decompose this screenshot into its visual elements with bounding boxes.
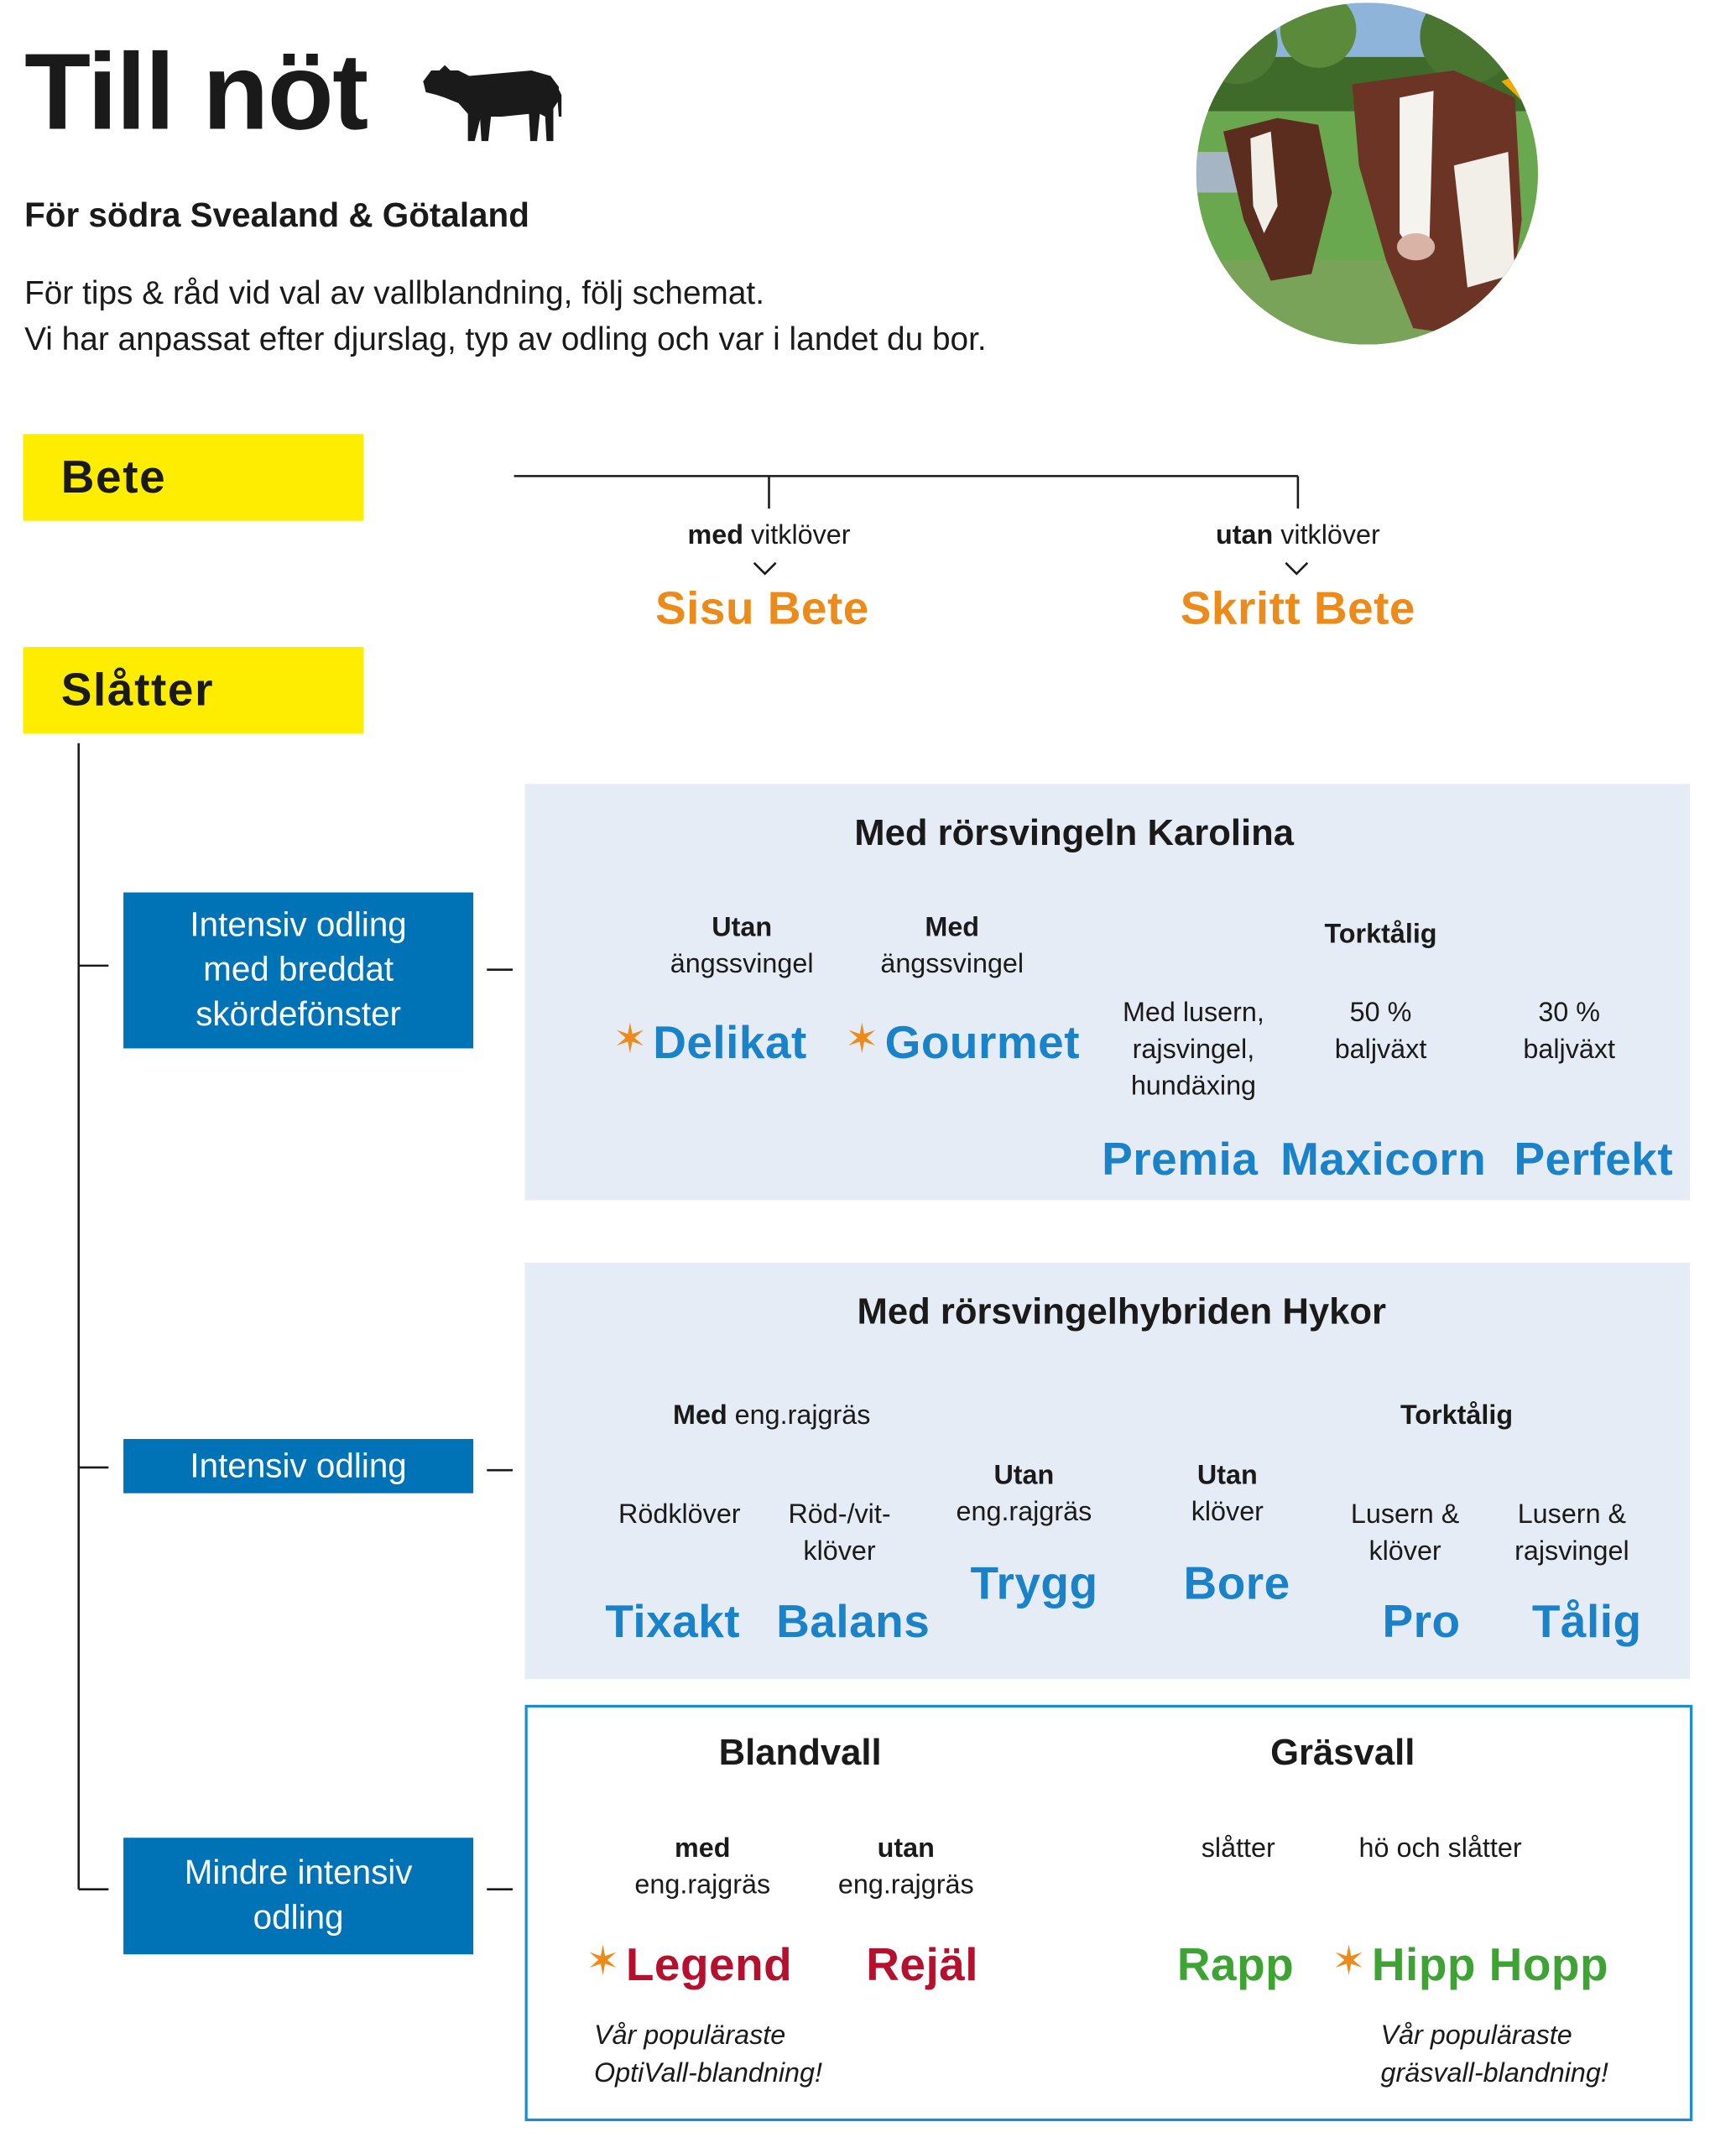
product-legend — [586, 1939, 816, 1991]
label-blandvall-utan-text: eng.rajgräs — [837, 1870, 974, 1900]
note-legend — [594, 2017, 822, 2093]
label-blandvall-med — [607, 1831, 797, 1904]
label-lusern-klover-line1: Lusern & — [1350, 1499, 1460, 1530]
label-lusern-rajsvingel — [1490, 1498, 1653, 1571]
label-lusern-klover-line2: klöver — [1368, 1536, 1441, 1567]
note-hipp-hopp — [1380, 2017, 1608, 2093]
product-hipp-hopp-name: Hipp Hopp — [1371, 1939, 1609, 1991]
label-rodklover — [592, 1498, 768, 1535]
label-karolina-torktalig — [1272, 917, 1489, 954]
label-utan-klover-text: klöver — [1191, 1497, 1264, 1528]
product-rejal: Rejäl — [866, 1939, 979, 1991]
product-delikat-name: Delikat — [653, 1017, 807, 1069]
star-icon: ✶ — [613, 1017, 648, 1062]
note-legend-line2: OptiVall-blandning! — [593, 2058, 822, 2089]
label-med-vitklover — [633, 518, 904, 555]
label-50-baljvaxt-line1: 50 % — [1349, 998, 1412, 1029]
product-tixakt: Tixakt — [605, 1596, 741, 1648]
category-intensiv-label: Intensiv odling — [190, 1446, 407, 1485]
product-balans: Balans — [776, 1596, 931, 1648]
label-hykor-torktalig-bold: Torktålig — [1400, 1400, 1514, 1431]
label-med-eng-rajgras — [636, 1399, 907, 1436]
label-50-baljvaxt-line2: baljväxt — [1334, 1035, 1427, 1065]
label-blandvall-utan — [811, 1831, 1001, 1904]
label-50-baljvaxt — [1300, 995, 1462, 1068]
note-legend-line1: Vår populäraste — [593, 2020, 786, 2051]
label-med-eng-rajgras-text: eng.rajgräs — [727, 1400, 871, 1431]
product-premia: Premia — [1102, 1134, 1259, 1186]
label-med-vitklover-text: vitklöver — [743, 520, 851, 551]
cow-silhouette-icon — [418, 55, 565, 149]
panel-karolina-title: Med rörsvingeln Karolina — [854, 812, 1295, 853]
product-trygg: Trygg — [970, 1558, 1098, 1610]
label-utan-angssvingel-bold: Utan — [712, 912, 773, 943]
label-med-angssvingel-bold: Med — [925, 912, 980, 943]
product-rapp: Rapp — [1176, 1939, 1295, 1991]
label-blandvall-med-text: eng.rajgräs — [634, 1870, 771, 1900]
product-pro: Pro — [1382, 1596, 1461, 1648]
label-utan-angssvingel-text: ängssvingel — [670, 949, 814, 980]
label-med-eng-rajgras-bold: Med — [673, 1400, 727, 1431]
label-lusern-rajsvingel-line2: rajsvingel — [1514, 1536, 1629, 1567]
product-gourmet-name: Gourmet — [884, 1017, 1081, 1069]
category-slatter: Slåtter — [23, 647, 363, 733]
product-bore: Bore — [1183, 1558, 1290, 1610]
label-hykor-torktalig — [1348, 1399, 1566, 1436]
product-perfekt: Perfekt — [1514, 1134, 1674, 1186]
page-title: Till nöt — [24, 31, 368, 153]
product-maxicorn: Maxicorn — [1280, 1134, 1487, 1186]
label-slatter: slåtter — [1201, 1833, 1275, 1864]
panel-hykor-title: Med rörsvingelhybriden Hykor — [857, 1290, 1387, 1332]
category-intensiv-breddat-label: Intensiv odling med breddat skördefönster — [190, 905, 407, 1034]
label-lusern-rajsvingel-line1: Lusern & — [1517, 1499, 1627, 1530]
label-med-angssvingel — [850, 910, 1053, 983]
label-med-vitklover-bold: med — [687, 520, 743, 551]
grasvall-title: Gräsvall — [1270, 1732, 1415, 1773]
note-hipp-hopp-line1: Vår populäraste — [1380, 2020, 1572, 2051]
label-utan-vitklover-text: vitklöver — [1273, 520, 1380, 551]
product-hipp-hopp — [1332, 1939, 1616, 1991]
product-skritt-bete: Skritt Bete — [1180, 583, 1415, 635]
label-rodklover-line1: Rödklöver — [618, 1499, 741, 1530]
label-utan-vitklover-bold: utan — [1216, 520, 1274, 551]
product-delikat — [613, 1017, 844, 1069]
product-legend-name: Legend — [625, 1939, 793, 1991]
category-intensiv-breddat — [123, 893, 473, 1049]
label-30-baljvaxt-line1: 30 % — [1538, 998, 1601, 1029]
label-30-baljvaxt — [1488, 995, 1650, 1068]
label-med-lusern-line2: rajsvingel, — [1132, 1035, 1255, 1065]
label-ho-och-slatter: hö och slåtter — [1358, 1833, 1522, 1864]
label-blandvall-med-bold: med — [675, 1833, 731, 1864]
intro-text — [24, 271, 987, 363]
label-med-lusern-line3: hundäxing — [1130, 1071, 1257, 1102]
star-icon: ✶ — [1332, 1939, 1367, 1984]
label-30-baljvaxt-line2: baljväxt — [1523, 1035, 1615, 1065]
note-hipp-hopp-line2: gräsvall-blandning! — [1380, 2058, 1608, 2089]
intro-line-1: För tips & råd vid val av vallblandning, följ schemat. — [24, 275, 764, 312]
label-utan-vitklover — [1162, 518, 1433, 555]
product-talig: Tålig — [1531, 1596, 1642, 1648]
blandvall-title: Blandvall — [718, 1732, 882, 1773]
label-karolina-torktalig-bold: Torktålig — [1324, 919, 1437, 950]
label-rod-vit-klover — [754, 1498, 925, 1571]
product-gourmet — [845, 1017, 1103, 1069]
category-bete: Bete — [23, 434, 363, 520]
category-mindre-intensiv — [123, 1838, 473, 1954]
product-sisu-bete: Sisu Bete — [654, 583, 869, 635]
label-utan-eng-rajgras-text: eng.rajgräs — [956, 1497, 1092, 1528]
label-rod-vit-klover-line1: Röd-/vit- — [788, 1499, 891, 1530]
star-icon: ✶ — [586, 1939, 621, 1984]
page-subtitle: För södra Svealand & Götaland — [24, 196, 529, 235]
label-med-angssvingel-text: ängssvingel — [880, 949, 1024, 980]
label-med-lusern-line1: Med lusern, — [1122, 998, 1264, 1029]
label-lusern-klover — [1322, 1498, 1488, 1571]
label-blandvall-utan-bold: utan — [877, 1833, 935, 1864]
label-rod-vit-klover-line2: klöver — [803, 1536, 876, 1567]
label-utan-klover — [1146, 1458, 1309, 1531]
intro-line-2: Vi har anpassat efter djurslag, typ av odling och var i landet du bor. — [24, 321, 987, 358]
label-utan-klover-bold: Utan — [1196, 1460, 1258, 1491]
star-icon: ✶ — [845, 1017, 880, 1062]
category-mindre-intensiv-label: Mindre intensiv odling — [184, 1853, 413, 1937]
cows-photo — [1196, 3, 1538, 344]
label-utan-eng-rajgras — [936, 1458, 1112, 1531]
label-utan-eng-rajgras-bold: Utan — [993, 1460, 1055, 1491]
label-utan-angssvingel — [640, 910, 843, 983]
category-intensiv — [123, 1439, 473, 1494]
label-med-lusern — [1092, 995, 1295, 1105]
